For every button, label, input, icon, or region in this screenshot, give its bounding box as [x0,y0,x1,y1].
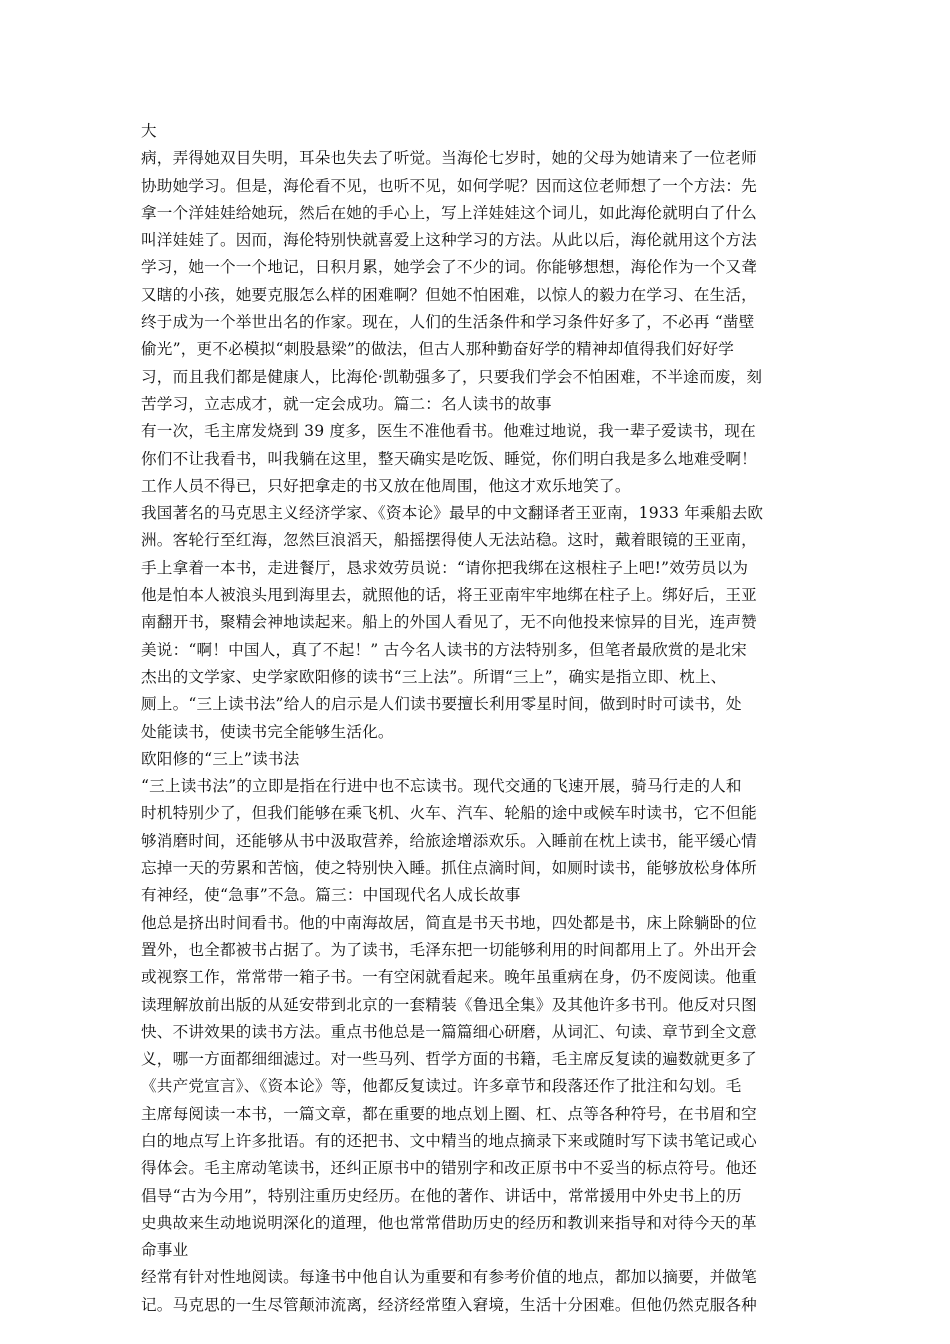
text-line: 病，弄得她双目失明，耳朵也失去了听觉。当海伦七岁时，她的父母为她请来了一位老师 [141,149,757,168]
text-line: 偷光”，更不必模拟“刺股悬梁”的做法，但古人那种勤奋好学的精神却值得我们好好学 [141,340,735,359]
text-line: 他总是挤出时间看书。他的中南海故居，简直是书天书地，四处都是书，床上除躺卧的位 [141,913,757,932]
text-line: 白的地点写上许多批语。有的还把书、文中精当的地点摘录下来或随时写下读书笔记或心 [141,1131,757,1150]
text-line: 处能读书，使读书完全能够生活化。 [141,722,394,741]
text-line: 洲。客轮行至红海，忽然巨浪滔天，船摇摆得使人无法站稳。这时，戴着眼镜的王亚南， [141,531,757,550]
text-line: 大 [141,122,157,140]
text-line: 有一次，毛主席发烧到 39 度多，医生不准他看书。他难过地说，我一辈子爱读书，现在 [141,422,756,441]
text-line: 南翻开书，聚精会神地读起来。船上的外国人看见了，无不向他投来惊异的目光，连声赞 [141,613,757,632]
document-body [141,118,811,1319]
text-line: 快、不讲效果的读书方法。重点书他总是一篇篇细心研磨，从词汇、句读、章节到全文意 [141,1022,757,1041]
text-line: 工作人员不得已，只好把拿走的书又放在他周围，他这才欢乐地笑了。 [141,476,631,495]
text-line: 终于成为一个举世出名的作家。现在，人们的生活条件和学习条件好多了，不必再 “凿壁 [141,313,755,332]
text-line: 叫洋娃娃了。因而，海伦特别快就喜爱上这种学习的方法。从此以后，海伦就用这个方法 [141,231,757,250]
text-line: 习，而且我们都是健康人，比海伦·凯勒强多了，只要我们学会不怕困难，不半途而废，刻 [141,367,763,386]
text-line: 你们不让我看书，叫我躺在这里，整天确实是吃饭、睡觉，你们明白我是多么地难受啊！ [141,449,757,468]
text-line: 拿一个洋娃娃给她玩，然后在她的手心上，写上洋娃娃这个词儿，如此海伦就明白了什么 [141,203,757,222]
text-line: 又瞎的小孩，她要克服怎么样的困难啊？但她不怕困难，以惊人的毅力在学习、在生活， [141,285,757,304]
text-line: 杰出的文学家、史学家欧阳修的读书“三上法”。所谓“三上”，确实是指立即、枕上、 [141,667,727,686]
text-line: 学习，她一个一个地记，日积月累，她学会了不少的词。你能够想想，海伦作为一个又聋 [141,258,757,277]
text-line: 史典故来生动地说明深化的道理，他也常常借助历史的经历和教训来指导和对待今天的革 [141,1213,757,1232]
text-line: 义，哪一方面都细细滤过。对一些马列、哲学方面的书籍，毛主席反复读的遍数就更多了 [141,1050,757,1069]
text-line: 美说：“啊！中国人，真了不起！” 古今名人读书的方法特别多，但笔者最欣赏的是北宋 [141,640,747,659]
text-line: “三上读书法”的立即是指在行进中也不忘读书。现代交通的飞速开展，骑马行走的人和 [141,777,742,796]
text-line: 置外，也全都被书占据了。为了读书，毛泽东把一切能够利用的时间都用上了。外出开会 [141,940,757,959]
text-line: 有神经，使“急事”不急。篇三：中国现代名人成长故事 [141,886,521,905]
text-line: 记。马克思的一生尽管颠沛流离，经济经常堕入窘境，生活十分困难。但他仍然克服各种 [141,1295,757,1314]
text-line: 倡导“古为今用”，特别注重历史经历。在他的著作、讲话中，常常援用中外史书上的历 [141,1186,742,1205]
text-line: 我国著名的马克思主义经济学家、《资本论》最早的中文翻译者王亚南，1933 年乘船去欧 [141,504,764,523]
text-line: 苦学习，立志成才，就一定会成功。篇二：名人读书的故事 [141,394,552,413]
text-line: 手上拿着一本书，走进餐厅，恳求效劳员说：“请你把我绑在这根柱子上吧!”效劳员以为 [141,558,749,577]
text-line: 够消磨时间，还能够从书中汲取营养，给旅途增添欢乐。入睡前在枕上读书，能平缓心情 [141,831,757,850]
text-line: 他是怕本人被浪头甩到海里去，就照他的话，将王亚南牢牢地绑在柱子上。绑好后，王亚 [141,586,757,605]
text-line: 厕上。“三上读书法”给人的启示是人们读书要擅长利用零星时间，做到时时可读书，处 [141,695,742,714]
text-line: 经常有针对性地阅读。每逢书中他自认为重要和有参考价值的地点，都加以摘要，并做笔 [141,1268,757,1287]
text-line: 忘掉一天的劳累和苦恼，使之特别快入睡。抓住点滴时间，如厕时读书，能够放松身体所 [141,859,757,878]
text-line: 命事业 [141,1241,189,1260]
text-line: 读理解放前出版的从延安带到北京的一套精装《鲁迅全集》及其他许多书刊。他反对只图 [141,995,757,1014]
text-line: 时机特别少了，但我们能够在乘飞机、火车、汽车、轮船的途中或候车时读书，它不但能 [141,804,757,823]
text-line: 《共产党宣言》、《资本论》等，他都反复读过。许多章节和段落还作了批注和勾划。毛 [141,1077,742,1096]
text-line: 协助她学习。但是，海伦看不见，也听不见，如何学呢？因而这位老师想了一个方法：先 [141,176,757,195]
text-line: 欧阳修的“三上”读书法 [141,749,300,768]
text-line: 或视察工作，常常带一箱子书。一有空闲就看起来。晚年虽重病在身，仍不废阅读。他重 [141,968,757,987]
text-line: 主席每阅读一本书，一篇文章，都在重要的地点划上圈、杠、点等各种符号，在书眉和空 [141,1104,757,1123]
text-line: 得体会。毛主席动笔读书，还纠正原书中的错别字和改正原书中不妥当的标点符号。他还 [141,1159,757,1178]
